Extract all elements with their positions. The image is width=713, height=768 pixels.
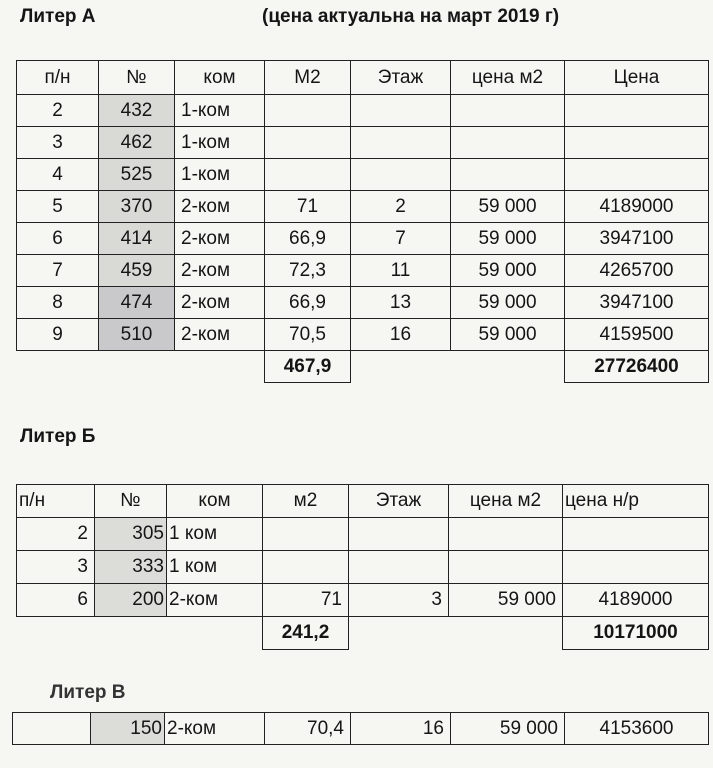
table-row [17,551,709,584]
cell-floor [351,95,451,127]
cell-pn: 2 [17,518,95,551]
cell-price: 4265700 [565,255,709,287]
cell-rooms: 2-ком [175,223,265,255]
header-cell: Этаж [351,61,451,95]
header-cell: Этаж [349,485,449,518]
cell-price [563,518,709,551]
cell-rooms: 1 ком [167,551,263,584]
header-cell: ком [167,485,263,518]
table-litera-a [16,60,709,383]
header-cell: п/н [17,61,99,95]
cell-pn: 4 [17,159,99,191]
total-price: 10171000 [563,617,709,650]
cell-price-m2: 59 000 [451,287,565,319]
cell-rooms: 2-ком [167,584,263,617]
cell-price-m2 [449,518,563,551]
section-title-b: Литер Б [20,426,96,447]
header-cell: цена м2 [449,485,563,518]
table-header-row [17,61,709,95]
cell-rooms: 1 ком [167,518,263,551]
cell-rooms: 1-ком [175,127,265,159]
cell-area: 66,9 [265,287,351,319]
table-row [17,287,709,319]
table-row [17,127,709,159]
table-row [17,584,709,617]
cell-rooms: 2-ком [175,191,265,223]
totals-row [17,351,709,383]
cell-area: 66,9 [265,223,351,255]
total-price: 27726400 [565,351,709,383]
cell-floor: 2 [351,191,451,223]
cell-price-m2 [451,127,565,159]
cell-price [565,95,709,127]
cell-number: 510 [99,319,175,351]
cell-number: 150 [91,713,165,745]
cell-area: 70,5 [265,319,351,351]
cell-floor: 13 [351,287,451,319]
cell-number: 200 [95,584,167,617]
cell-pn: 8 [17,287,99,319]
total-area: 467,9 [265,351,351,383]
table-row [17,95,709,127]
cell-price-m2: 59 000 [449,584,563,617]
header-cell: п/н [17,485,95,518]
table-row [13,713,709,745]
cell-floor: 16 [351,319,451,351]
cell-number: 370 [99,191,175,223]
total-area: 241,2 [263,617,349,650]
totals-row [17,617,709,650]
cell-area [263,518,349,551]
cell-number: 462 [99,127,175,159]
header-cell: Цена [565,61,709,95]
blank-cell [99,351,175,383]
cell-floor [349,518,449,551]
cell-rooms: 2-ком [175,287,265,319]
cell-pn: 7 [17,255,99,287]
section-title-v: Литер В [50,682,126,703]
cell-price-m2 [451,95,565,127]
cell-number: 432 [99,95,175,127]
cell-price: 4189000 [563,584,709,617]
table-header-row [17,485,709,518]
cell-price: 4153600 [565,713,709,745]
blank-cell [175,351,265,383]
header-cell: М2 [265,61,351,95]
header-cell: № [99,61,175,95]
section-title-a: Литер А [20,6,96,27]
cell-price [565,159,709,191]
blank-cell [17,617,95,650]
cell-pn: 9 [17,319,99,351]
cell-rooms: 1-ком [175,95,265,127]
cell-price: 4189000 [565,191,709,223]
table-row [17,191,709,223]
cell-area [265,95,351,127]
cell-price-m2: 59 000 [451,255,565,287]
cell-pn [13,713,91,745]
cell-floor: 11 [351,255,451,287]
table-row [17,319,709,351]
cell-price: 3947100 [565,223,709,255]
cell-number: 474 [99,287,175,319]
cell-area: 70,4 [265,713,351,745]
header-cell: цена м2 [451,61,565,95]
cell-pn: 2 [17,95,99,127]
cell-area: 71 [263,584,349,617]
table-row [17,159,709,191]
cell-floor [351,159,451,191]
table-row [17,223,709,255]
blank-cell [451,351,565,383]
cell-rooms: 2-ком [175,319,265,351]
cell-area [265,127,351,159]
cell-pn: 5 [17,191,99,223]
cell-rooms: 2-ком [175,255,265,287]
cell-number: 305 [95,518,167,551]
cell-pn: 6 [17,584,95,617]
blank-cell [449,617,563,650]
cell-price-m2 [449,551,563,584]
table-litera-v [12,712,709,745]
cell-pn: 6 [17,223,99,255]
cell-price-m2: 59 000 [451,319,565,351]
blank-cell [349,617,449,650]
cell-number: 525 [99,159,175,191]
cell-number: 414 [99,223,175,255]
cell-pn: 3 [17,551,95,584]
cell-price-m2: 59 000 [451,223,565,255]
cell-floor: 7 [351,223,451,255]
header-cell: ком [175,61,265,95]
table-row [17,518,709,551]
header-cell: № [95,485,167,518]
table-row [17,255,709,287]
cell-price-m2 [451,159,565,191]
cell-area: 71 [265,191,351,223]
cell-floor: 3 [349,584,449,617]
cell-area [265,159,351,191]
header-cell: цена н/р [563,485,709,518]
blank-cell [351,351,451,383]
cell-price [565,127,709,159]
cell-floor [349,551,449,584]
cell-area [263,551,349,584]
cell-number: 459 [99,255,175,287]
table-litera-b [16,484,709,650]
cell-pn: 3 [17,127,99,159]
cell-rooms: 2-ком [165,713,265,745]
header-cell: м2 [263,485,349,518]
cell-floor [351,127,451,159]
cell-number: 333 [95,551,167,584]
cell-area: 72,3 [265,255,351,287]
blank-cell [95,617,167,650]
cell-price-m2: 59 000 [451,713,565,745]
cell-price: 3947100 [565,287,709,319]
cell-price [563,551,709,584]
cell-price: 4159500 [565,319,709,351]
cell-price-m2: 59 000 [451,191,565,223]
blank-cell [167,617,263,650]
cell-rooms: 1-ком [175,159,265,191]
price-note: (цена актуальна на март 2019 г) [262,6,560,27]
blank-cell [17,351,99,383]
cell-floor: 16 [351,713,451,745]
